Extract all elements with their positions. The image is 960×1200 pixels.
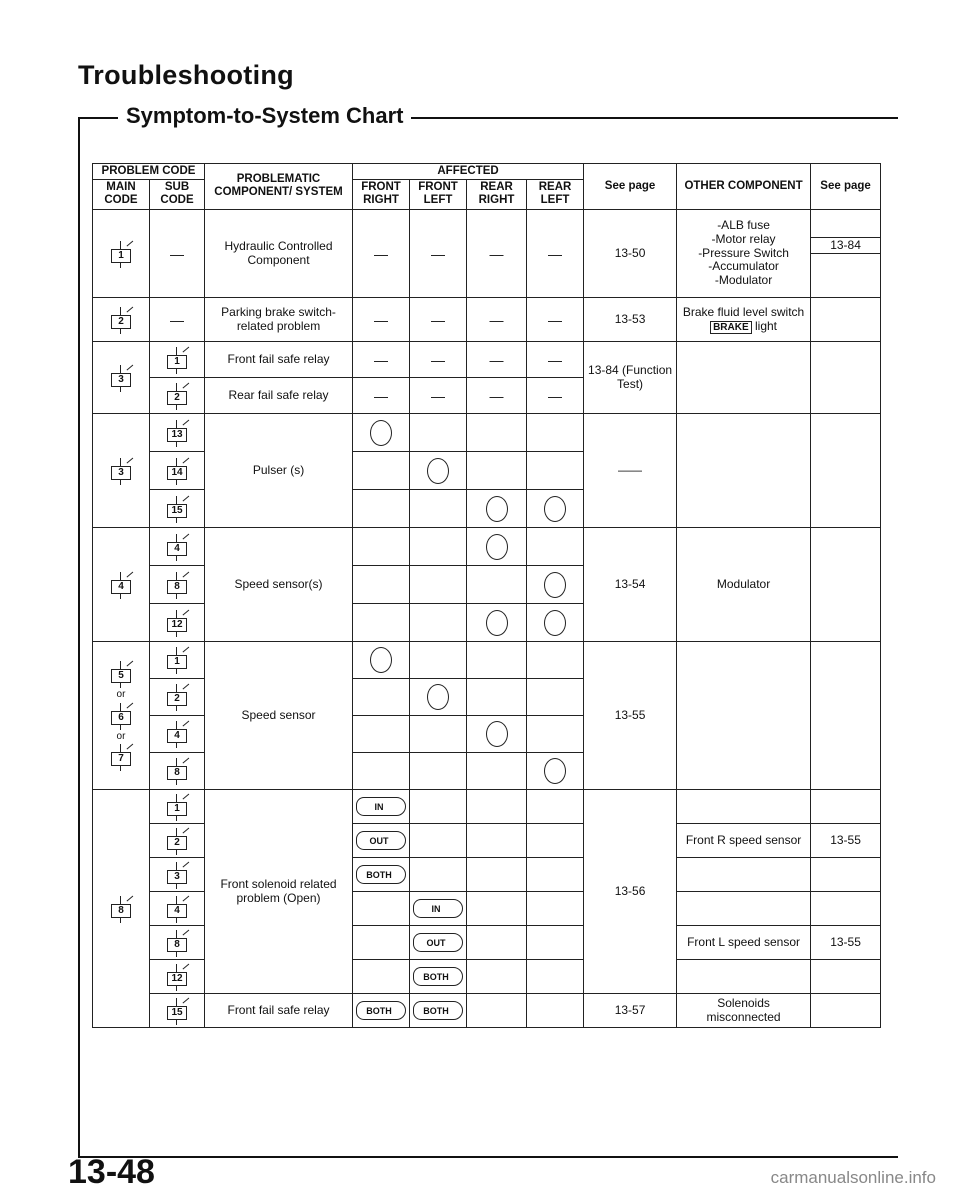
page-number: 13-48 xyxy=(68,1153,155,1191)
code-symbol: 8 xyxy=(164,929,190,957)
sub-code-cell xyxy=(150,378,205,414)
sub-code-cell xyxy=(150,994,205,1028)
table-row: 3 1 Front fail safe relay — — — — 13-84 (Function Test) xyxy=(93,342,881,378)
both-pill: BOTH xyxy=(356,1001,406,1020)
circle-mark xyxy=(486,496,508,522)
code-symbol: 4 xyxy=(164,895,190,923)
circle-mark xyxy=(427,458,449,484)
code-symbol: 4 xyxy=(108,571,134,599)
code-symbol: 15 xyxy=(164,495,190,523)
code-symbol: 12 xyxy=(164,963,190,991)
table-row: 1 — Hydraulic Controlled Component — — — — 13-50 -ALB fuse -Motor relay -Pressure Switch -Accumulator -Modulator xyxy=(93,209,881,237)
out-pill: OUT xyxy=(413,933,463,952)
mark-cell xyxy=(353,858,410,892)
code-symbol: 14 xyxy=(164,457,190,485)
system-cell: Pulser (s) xyxy=(205,414,353,528)
sub-code-cell xyxy=(150,452,205,490)
sub-code-cell xyxy=(150,960,205,994)
sub-code-cell xyxy=(150,642,205,679)
code-symbol: 3 xyxy=(164,861,190,889)
watermark: carmanualsonline.info xyxy=(770,1168,936,1187)
code-symbol: 1 xyxy=(164,346,190,374)
main-code-cell xyxy=(93,528,150,642)
code-symbol: 2 xyxy=(164,827,190,855)
mark-cell xyxy=(527,753,584,790)
see-page-cell: 13-57 xyxy=(584,994,677,1028)
header-row-1 xyxy=(93,164,881,180)
mark-cell xyxy=(410,960,467,994)
header-affected: AFFECTED xyxy=(353,164,584,180)
mark-cell xyxy=(410,994,467,1028)
code-symbol: 15 xyxy=(164,997,190,1025)
header-main-code: MAIN CODE xyxy=(93,180,150,209)
mark-cell xyxy=(353,994,410,1028)
symptom-chart xyxy=(92,163,881,1028)
header-front-right: FRONT RIGHT xyxy=(353,180,410,209)
sub-code-cell xyxy=(150,892,205,926)
sub-code-cell xyxy=(150,753,205,790)
header-problem-code: PROBLEM CODE xyxy=(93,164,205,180)
mark-cell xyxy=(353,642,410,679)
circle-mark xyxy=(486,534,508,560)
mark-cell xyxy=(527,604,584,642)
code-symbol: 2 xyxy=(108,306,134,334)
mark-cell xyxy=(410,892,467,926)
code-symbol: 4 xyxy=(164,720,190,748)
see-page-cell: 13-54 xyxy=(584,528,677,642)
header-see-page-2: See page xyxy=(811,164,881,210)
mark-cell xyxy=(527,490,584,528)
sub-code-cell xyxy=(150,716,205,753)
code-symbol: 12 xyxy=(164,609,190,637)
system-cell: Parking brake switch-related problem xyxy=(205,298,353,342)
header-see-page: See page xyxy=(584,164,677,210)
table-row: 2 — Parking brake switch-related problem — — — — 13-53 Brake fluid level switch BRAKE light xyxy=(93,298,881,342)
sub-code-cell xyxy=(150,824,205,858)
circle-mark xyxy=(427,684,449,710)
table-row xyxy=(93,790,881,824)
code-symbol: 2 xyxy=(164,683,190,711)
both-pill: BOTH xyxy=(356,865,406,884)
other-component-cell: Modulator xyxy=(677,528,811,642)
main-code-cell: 5 or 6 or 7 xyxy=(93,642,150,790)
system-cell: Hydraulic Controlled Component xyxy=(205,209,353,298)
sub-code-cell xyxy=(150,790,205,824)
other-component-cell: Solenoids misconnected xyxy=(677,994,811,1028)
out-pill: OUT xyxy=(356,831,406,850)
circle-mark xyxy=(544,496,566,522)
sub-code-cell xyxy=(150,604,205,642)
see-page-cell: 13-53 xyxy=(584,298,677,342)
see-page-cell: 13-56 xyxy=(584,790,677,994)
circle-mark xyxy=(370,420,392,446)
mark-cell xyxy=(467,490,527,528)
other-component-cell: Brake fluid level switch BRAKE light xyxy=(677,298,811,342)
main-code-cell xyxy=(93,790,150,1028)
other-page-cell: 13-55 xyxy=(811,926,881,960)
table-row xyxy=(93,414,881,452)
code-symbol: 13 xyxy=(164,419,190,447)
mark-cell xyxy=(410,926,467,960)
sub-code-cell xyxy=(150,342,205,378)
code-symbol: 6 xyxy=(108,702,134,730)
mark-cell xyxy=(467,716,527,753)
table-row xyxy=(93,642,881,679)
in-pill: IN xyxy=(413,899,463,918)
code-symbol: 8 xyxy=(164,571,190,599)
table-row xyxy=(93,994,881,1028)
system-cell: Front fail safe relay xyxy=(205,342,353,378)
both-pill: BOTH xyxy=(413,967,463,986)
header-rear-right: REAR RIGHT xyxy=(467,180,527,209)
system-cell: Front solenoid related problem (Open) xyxy=(205,790,353,994)
code-symbol: 4 xyxy=(164,533,190,561)
circle-mark xyxy=(544,610,566,636)
table-row: 2 Rear fail safe relay — — — — xyxy=(93,378,881,414)
code-symbol: 1 xyxy=(164,793,190,821)
other-component-cell: -ALB fuse -Motor relay -Pressure Switch -Accumulator -Modulator xyxy=(677,209,811,298)
sub-code-cell xyxy=(150,679,205,716)
see-page-cell: 13-55 xyxy=(584,642,677,790)
system-cell: Front fail safe relay xyxy=(205,994,353,1028)
mark-cell xyxy=(353,790,410,824)
header-rear-left: REAR LEFT xyxy=(527,180,584,209)
both-pill: BOTH xyxy=(413,1001,463,1020)
main-code-cell xyxy=(93,298,150,342)
sub-code-cell xyxy=(150,926,205,960)
table-row xyxy=(93,528,881,566)
sub-code-cell xyxy=(150,414,205,452)
code-symbol: 1 xyxy=(164,646,190,674)
sub-code-cell xyxy=(150,490,205,528)
page-subtitle: Symptom-to-System Chart xyxy=(118,103,411,129)
sub-code-cell xyxy=(150,858,205,892)
code-symbol: 8 xyxy=(108,895,134,923)
main-code-cell xyxy=(93,342,150,414)
header-front-left: FRONT LEFT xyxy=(410,180,467,209)
page-title: Troubleshooting xyxy=(78,60,294,90)
mark-cell xyxy=(527,566,584,604)
system-cell: Speed sensor(s) xyxy=(205,528,353,642)
system-cell: Rear fail safe relay xyxy=(205,378,353,414)
other-page-cell: 13-55 xyxy=(811,824,881,858)
frame-left-rule xyxy=(78,117,80,1157)
other-page-cell: 13-84 xyxy=(811,237,881,254)
mark-cell xyxy=(410,679,467,716)
main-code-cell xyxy=(93,414,150,528)
sub-code-cell xyxy=(150,528,205,566)
mark-cell xyxy=(467,528,527,566)
mark-cell xyxy=(410,452,467,490)
circle-mark xyxy=(544,758,566,784)
system-cell: Speed sensor xyxy=(205,642,353,790)
header-other: OTHER COMPONENT xyxy=(677,164,811,210)
circle-mark xyxy=(486,610,508,636)
frame-bottom-rule xyxy=(78,1156,898,1158)
code-symbol: 2 xyxy=(164,382,190,410)
code-symbol: 8 xyxy=(164,757,190,785)
code-symbol: 1 xyxy=(108,240,134,268)
mark-cell xyxy=(353,414,410,452)
sub-code-cell xyxy=(150,566,205,604)
code-symbol: 5 xyxy=(108,660,134,688)
see-page-cell: —— xyxy=(584,414,677,528)
other-component-cell: Front L speed sensor xyxy=(677,926,811,960)
see-page-cell: 13-84 (Function Test) xyxy=(584,342,677,414)
code-symbol: 3 xyxy=(108,457,134,485)
circle-mark xyxy=(486,721,508,747)
in-pill: IN xyxy=(356,797,406,816)
code-symbol: 7 xyxy=(108,743,134,771)
header-sub-code: SUB CODE xyxy=(150,180,205,209)
code-symbol: 3 xyxy=(108,364,134,392)
circle-mark xyxy=(370,647,392,673)
header-system: PROBLEMATIC COMPONENT/ SYSTEM xyxy=(205,164,353,210)
mark-cell xyxy=(467,604,527,642)
see-page-cell: 13-50 xyxy=(584,209,677,298)
circle-mark xyxy=(544,572,566,598)
mark-cell xyxy=(353,824,410,858)
other-component-cell: Front R speed sensor xyxy=(677,824,811,858)
main-code-cell xyxy=(93,209,150,298)
